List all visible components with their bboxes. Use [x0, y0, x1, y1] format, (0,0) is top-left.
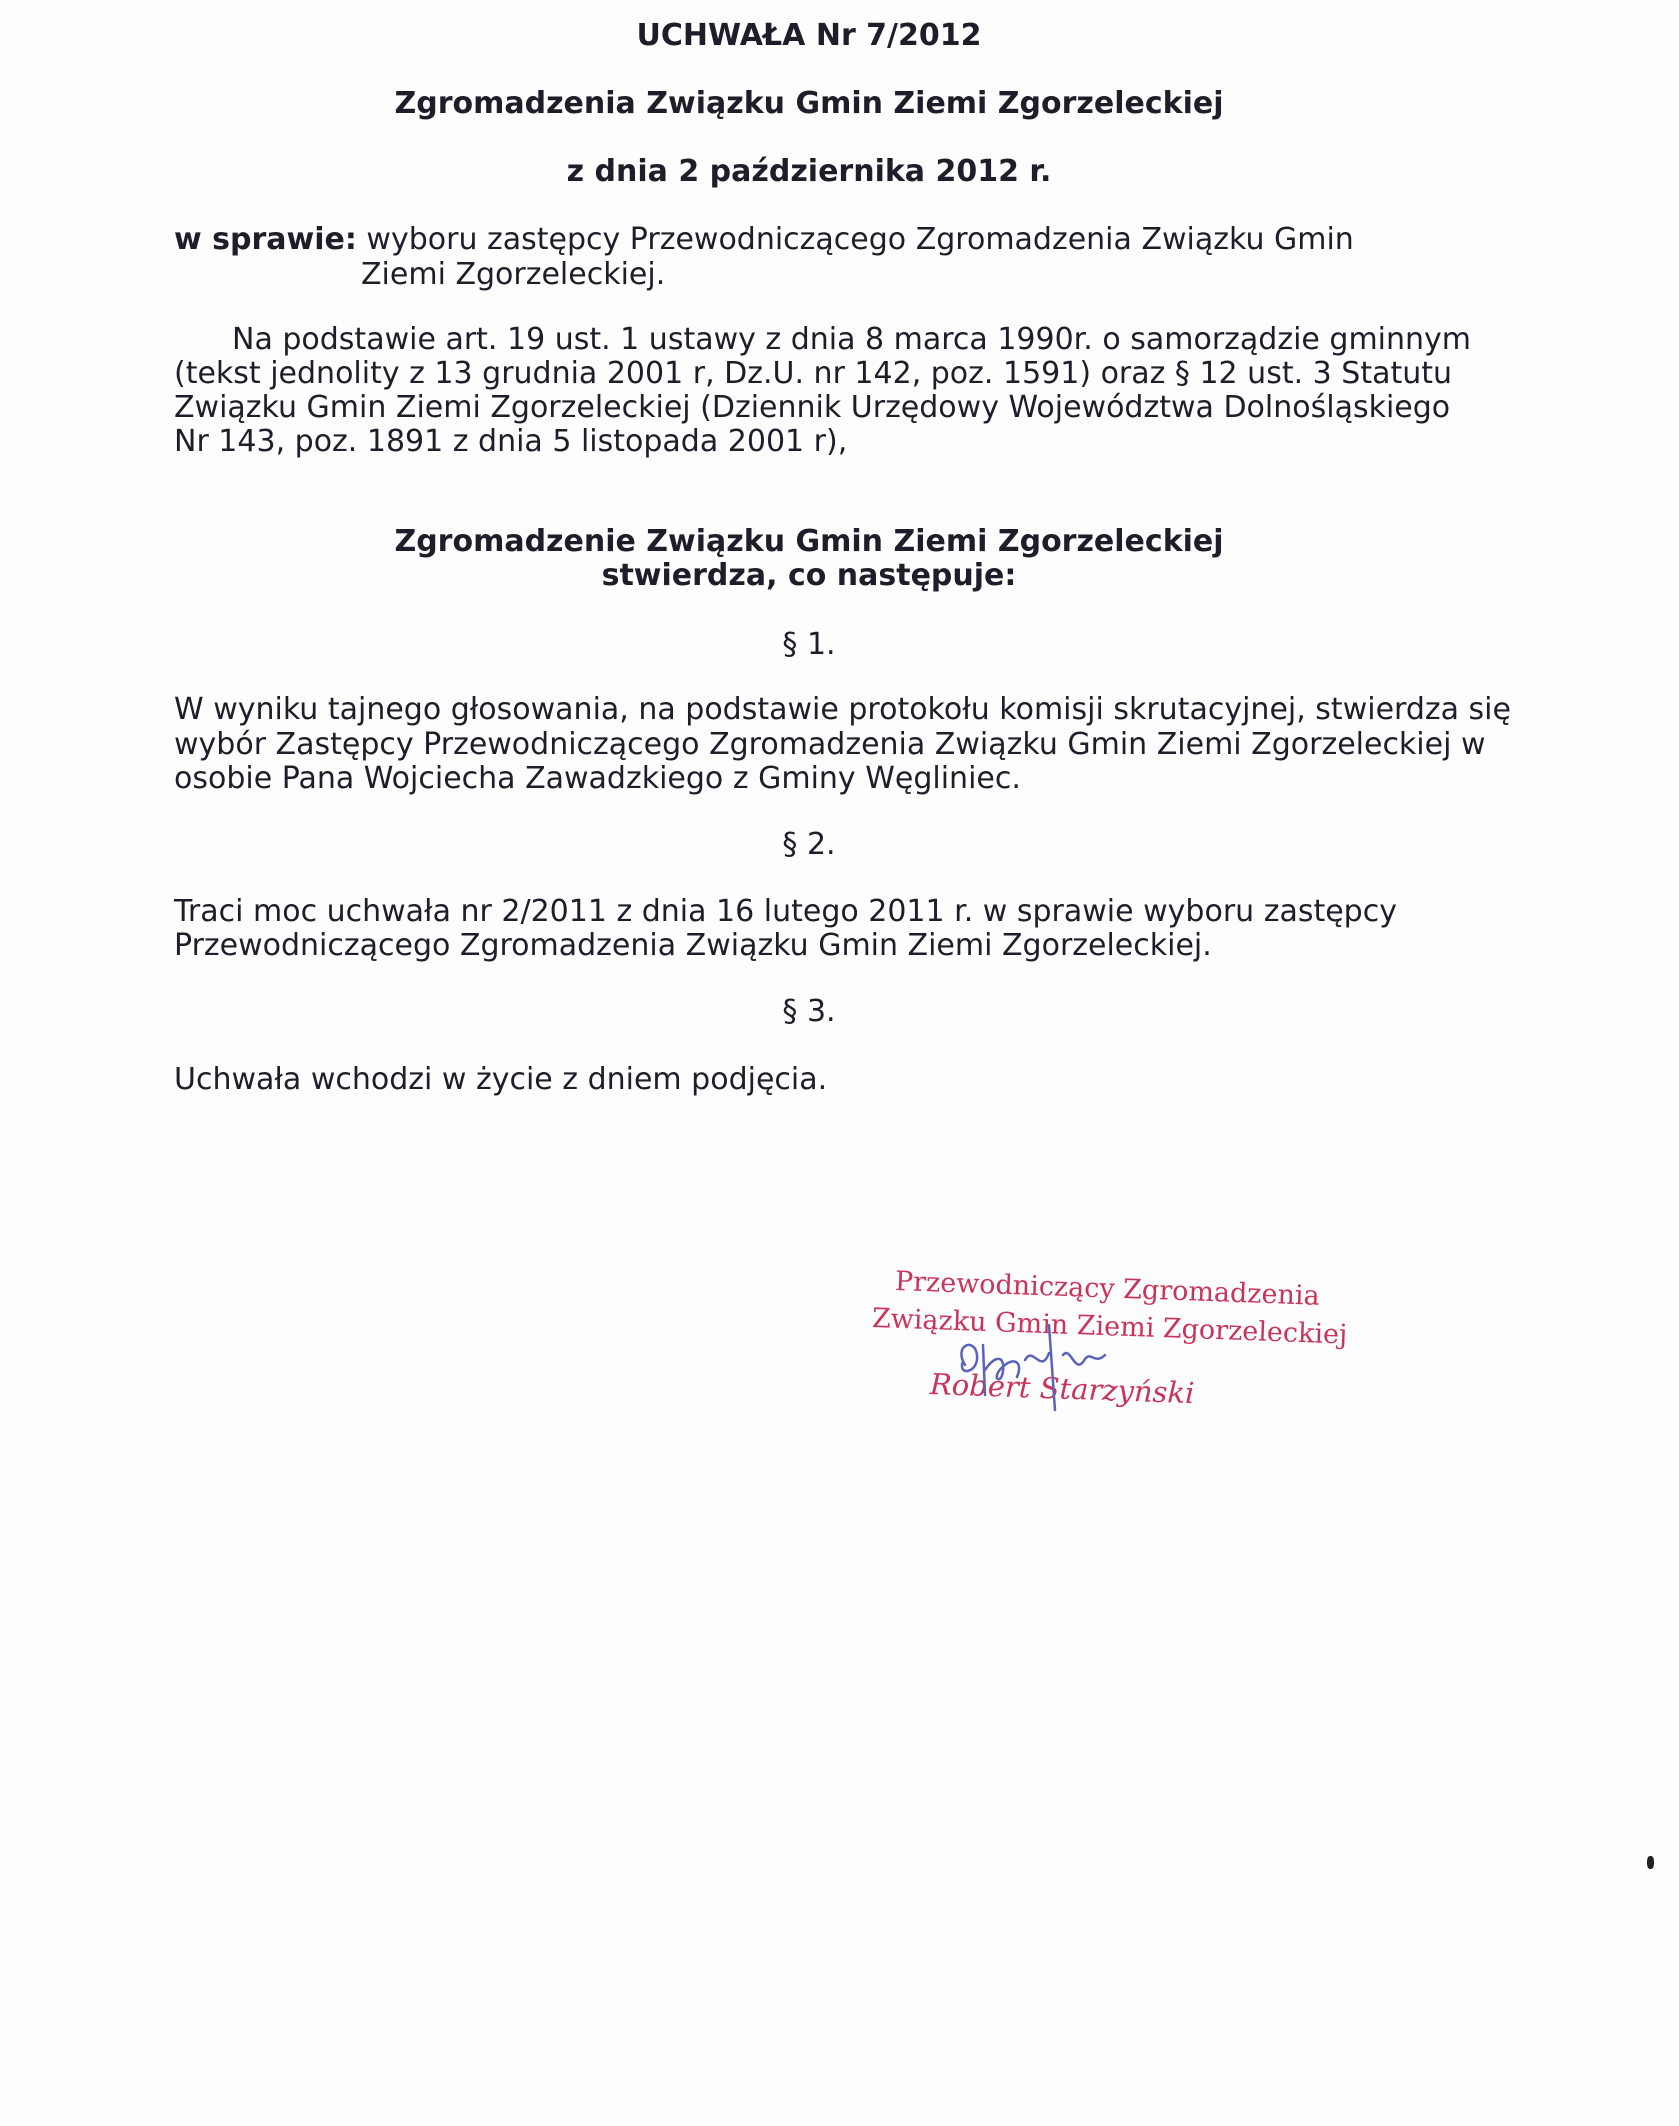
- section-text-line: Traci moc uchwała nr 2/2011 z dnia 16 lutego 2011 r. w sprawie wyboru zastępcy: [174, 894, 1397, 929]
- assembly-statement: stwierdza, co następuje:: [601, 558, 1017, 593]
- section-text-line: Przewodniczącego Zgromadzenia Związku Gmin Ziemi Zgorzeleckiej.: [174, 928, 1212, 963]
- section-heading: § 3.: [782, 994, 836, 1029]
- stamp-title-line: Przewodniczący Zgromadzenia: [894, 1266, 1321, 1312]
- section-text-line: Uchwała wchodzi w życie z dniem podjęcia.: [174, 1062, 828, 1097]
- legal-basis-line: Na podstawie art. 19 ust. 1 ustawy z dnia 8 marca 1990r. o samorządzie gminnym: [232, 322, 1472, 357]
- section-text-line: osobie Pana Wojciecha Zawadzkiego z Gminy Węgliniec.: [174, 761, 1021, 796]
- resolution-issuer: Zgromadzenia Związku Gmin Ziemi Zgorzeleckiej: [394, 86, 1224, 121]
- subject-line: [174, 222, 1354, 258]
- handwritten-signature: [945, 1315, 1125, 1415]
- section-text-line: wybór Zastępcy Przewodniczącego Zgromadzenia Związku Gmin Ziemi Zgorzeleckiej w: [174, 727, 1486, 762]
- subject-text: wyboru zastępcy Przewodniczącego Zgromadzenia Związku Gmin: [366, 222, 1354, 257]
- section-heading: § 2.: [782, 827, 836, 862]
- subject-continuation: Ziemi Zgorzeleckiej.: [361, 257, 666, 292]
- scan-speck: [1647, 1856, 1654, 1869]
- legal-basis-line: Nr 143, poz. 1891 z dnia 5 listopada 2001 r),: [174, 424, 848, 459]
- stamp-organization-line: Związku Gmin Ziemi Zgorzeleckiej: [871, 1303, 1348, 1351]
- assembly-heading: Zgromadzenie Związku Gmin Ziemi Zgorzeleckiej: [394, 524, 1224, 559]
- section-heading: § 1.: [782, 627, 836, 662]
- resolution-title: UCHWAŁA Nr 7/2012: [636, 18, 982, 53]
- subject-label: w sprawie:: [174, 222, 357, 257]
- stamp-name: Robert Starzyński: [929, 1367, 1195, 1411]
- section-text-line: W wyniku tajnego głosowania, na podstawie protokołu komisji skrutacyjnej, stwierdza się: [174, 692, 1511, 727]
- legal-basis-line: Związku Gmin Ziemi Zgorzeleckiej (Dziennik Urzędowy Województwa Dolnośląskiego: [174, 390, 1451, 425]
- resolution-date: z dnia 2 października 2012 r.: [566, 154, 1052, 189]
- legal-basis-line: (tekst jednolity z 13 grudnia 2001 r, Dz.U. nr 142, poz. 1591) oraz § 12 ust. 3 Statutu: [174, 356, 1453, 391]
